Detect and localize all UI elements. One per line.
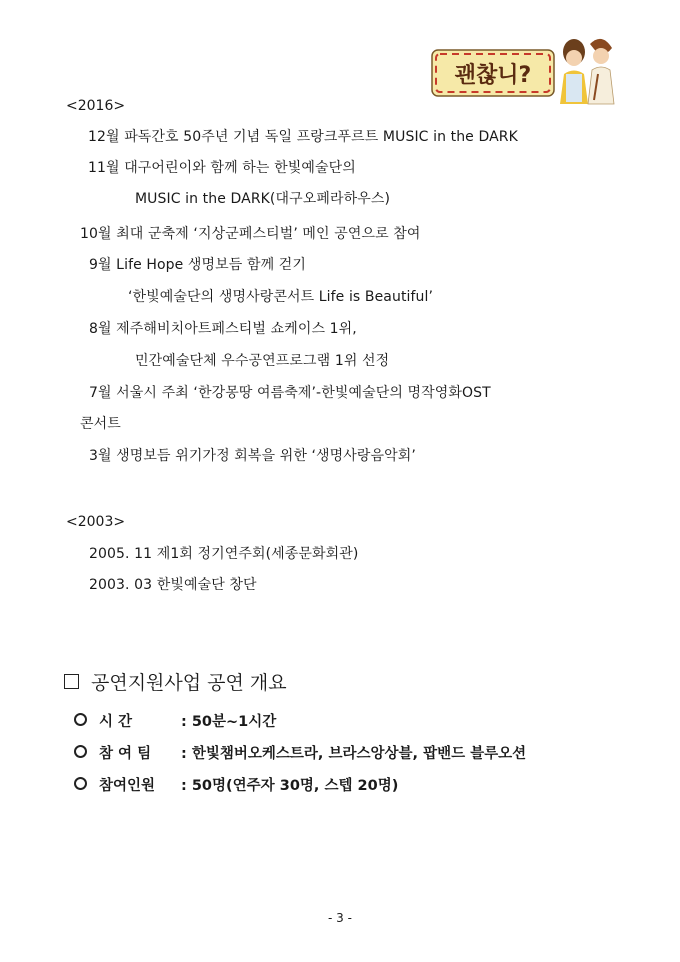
overview-value: : 50분~1시간 bbox=[181, 714, 277, 730]
year-heading-2003: <2003> bbox=[66, 514, 126, 530]
circle-bullet-icon bbox=[74, 777, 87, 790]
checkbox-square-icon bbox=[64, 674, 79, 689]
history-line: 2003. 03 한빛예술단 창단 bbox=[89, 577, 257, 593]
overview-item bbox=[74, 744, 526, 764]
history-line: 8월 제주해비치아트페스티벌 쇼케이스 1위, bbox=[89, 321, 357, 337]
overview-label: 시 간 bbox=[99, 714, 133, 730]
overview-item bbox=[74, 712, 276, 732]
overview-value: : 50명(연주자 30명, 스텝 20명) bbox=[181, 778, 399, 794]
history-line: 11월 대구어린이와 함께 하는 한빛예술단의 bbox=[88, 160, 356, 176]
section-title-text: 공연지원사업 공연 개요 bbox=[91, 672, 287, 694]
history-line: ‘한빛예술단의 생명사랑콘서트 Life is Beautiful’ bbox=[128, 289, 434, 305]
logo-illustration bbox=[428, 34, 618, 110]
overview-item bbox=[74, 776, 398, 796]
history-line: 9월 Life Hope 생명보듬 함께 걷기 bbox=[89, 257, 306, 273]
section-title bbox=[64, 671, 287, 695]
page-number: - 3 - bbox=[328, 911, 352, 925]
logo-text: 괜찮니? bbox=[454, 63, 532, 88]
history-line: MUSIC in the DARK(대구오페라하우스) bbox=[135, 191, 391, 207]
overview-value: : 한빛챔버오케스트라, 브라스앙상블, 팝밴드 블루오션 bbox=[181, 746, 527, 762]
history-line: 3월 생명보듬 위기가정 회복을 위한 ‘생명사랑음악회’ bbox=[89, 448, 416, 464]
overview-label: 참 여 팀 bbox=[99, 746, 152, 762]
history-line: 10월 최대 군축제 ‘지상군페스티벌’ 메인 공연으로 참여 bbox=[80, 226, 421, 242]
history-line: 7월 서울시 주최 ‘한강몽땅 여름축제’-한빛예술단의 명작영화OST bbox=[89, 385, 491, 401]
history-line: 민간예술단체 우수공연프로그램 1위 선정 bbox=[135, 353, 390, 369]
circle-bullet-icon bbox=[74, 713, 87, 726]
circle-bullet-icon bbox=[74, 745, 87, 758]
history-line: 12월 파독간호 50주년 기념 독일 프랑크푸르트 MUSIC in the DARK bbox=[88, 129, 518, 145]
year-heading-2016: <2016> bbox=[66, 98, 126, 114]
overview-label: 참여인원 bbox=[99, 778, 156, 794]
history-line: 콘서트 bbox=[80, 416, 121, 432]
history-line: 2005. 11 제1회 정기연주회(세종문화회관) bbox=[89, 546, 359, 562]
